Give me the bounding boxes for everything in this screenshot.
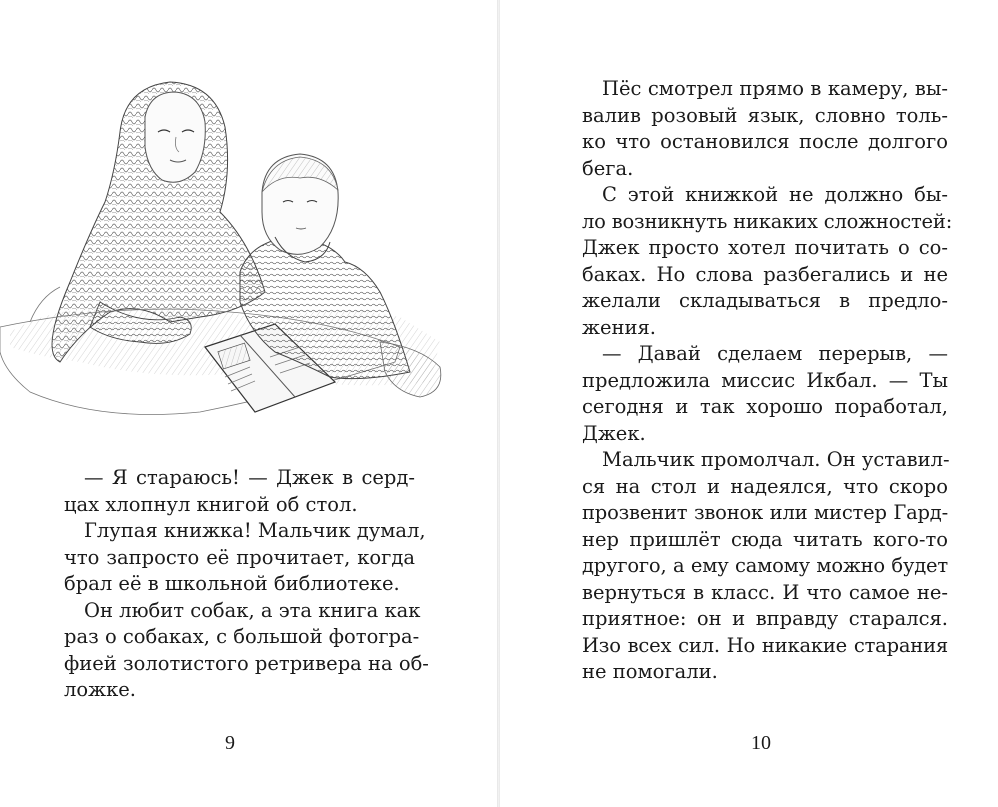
page-number: 10	[751, 732, 771, 754]
paragraph	[582, 341, 948, 447]
text-line: фией золотистого ретривера на об-	[64, 651, 429, 675]
text-line: баках. Но слова разбегались и не	[582, 262, 948, 286]
text-line: Мальчик промолчал. Он уставил-	[602, 448, 950, 471]
text-line: жения.	[582, 315, 656, 339]
text-line: валив розовый язык, словно толь-	[582, 103, 948, 127]
text-line: цах хлопнул книгой об стол.	[64, 492, 358, 516]
paragraph	[582, 182, 953, 341]
woman-and-boy-reading-illustration	[0, 62, 448, 440]
paragraph	[582, 447, 948, 686]
text-line: — Давай сделаем перерыв, —	[602, 342, 948, 365]
text-line: приятное: он и вправду старался.	[582, 607, 948, 630]
text-line: ко что остановился после долгого	[582, 130, 948, 153]
paragraph	[64, 465, 415, 518]
text-line: желали складываться в предло-	[582, 289, 948, 312]
left-page	[0, 0, 497, 807]
text-line: брал её в школьной библиотеке.	[64, 572, 400, 595]
text-line: предложила миссис Икбал. — Ты	[582, 368, 948, 392]
page-number: 9	[225, 732, 235, 754]
paragraph	[582, 76, 948, 182]
text-line: ся на стол и надеялся, что скоро	[582, 474, 948, 498]
text-line: ложке.	[64, 678, 136, 701]
text-line: Пёс смотрел прямо в камеру, вы-	[602, 77, 948, 100]
text-line: ло возникнуть никаких сложностей:	[582, 209, 953, 233]
paragraph	[64, 518, 426, 598]
text-line: Джек.	[582, 421, 646, 445]
text-line: вернуться в класс. И что самое не-	[582, 580, 948, 604]
text-line: что запросто её прочитает, когда	[64, 545, 415, 569]
text-line: Он любит собак, а эта книга как	[84, 598, 421, 622]
text-line: Изо всех сил. Но никакие старания	[582, 633, 948, 657]
text-line: прозвенит звонок или мистер Гард-	[582, 501, 948, 524]
left-page-text	[64, 465, 429, 704]
text-line: Джек просто хотел почитать о со-	[582, 236, 948, 259]
text-line: раз о собаках, с большой фотогра-	[64, 625, 420, 648]
text-line: нер пришлёт сюда читать кого-то	[582, 527, 948, 551]
paragraph	[64, 598, 429, 704]
text-line: бега.	[582, 156, 634, 180]
right-page-text	[582, 76, 953, 686]
text-line: не помогали.	[582, 660, 718, 683]
text-line: другого, а ему самому можно будет	[582, 554, 948, 577]
text-line: сегодня и так хорошо поработал,	[582, 395, 948, 418]
text-line: — Я стараюсь! — Джек в серд-	[84, 466, 415, 489]
text-line: Глупая книжка! Мальчик думал,	[84, 519, 426, 542]
text-line: С этой книжкой не должно бы-	[602, 183, 948, 206]
